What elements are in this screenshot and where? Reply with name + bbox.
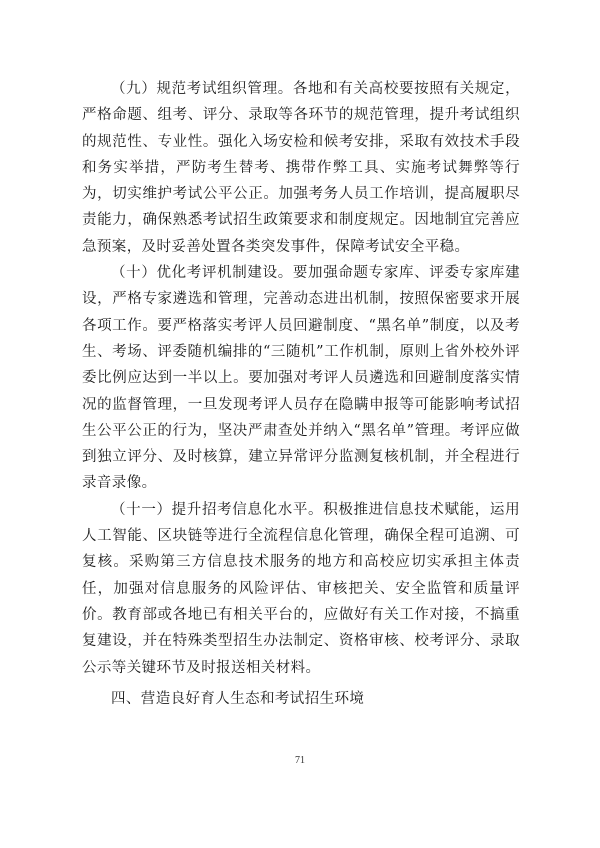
section-heading: 四、营造良好育人生态和考试招生环境	[111, 690, 365, 707]
paragraph-informatization: （十一）提升招考信息化水平。积极推进信息技术赋能，运用人工智能、区块链等进行全流程信息化管理，确保全程可追溯、可复核。采购第三方信息技术服务的地方和高校应切实承担主体责任，加强对信息服务的风险评估、审核把关、安全监管和质量评价。教育部或各地已有相关平台的，应做好有关工作对接，不搞重复建设，并在特殊类型招生办法制定、资格审核、校考评分、录取公示等关键环节及时报送相关材料。	[82, 501, 520, 676]
document-body	[82, 76, 520, 712]
paragraph-exam-organization: （九）规范考试组织管理。各地和有关高校要按照有关规定，严格命题、组考、评分、录取等各环节的规范管理，提升考试组织的规范性、专业性。强化入场安检和候考安排，采取有效技术手段和务实举措，严防考生替考、携带作弊工具、实施考试舞弊等行为，切实维护考试公平公正。加强考务人员工作培训，提高履职尽责能力，确保熟悉考试招生政策要求和制度规定。因地制宜完善应急预案，及时妥善处置各类突发事件，保障考试安全平稳。	[82, 81, 520, 255]
page-number: 71	[295, 755, 305, 766]
paragraph-evaluation-mechanism: （十）优化考评机制建设。要加强命题专家库、评委专家库建设，严格专家遴选和管理，完善动态进出机制，按照保密要求开展各项工作。要严格落实考评人员回避制度、“黑名单”制度，以及考生、考场、评委随机编排的“三随机”工作机制，原则上省外校外评委比例应达到一半以上。要加强对考评人员遴选和回避制度落实情况的监督管理，一旦发现考评人员存在隐瞒申报等可能影响考试招生公平公正的行为，坚决严肃查处并纳入“黑名单”管理。考评应做到独立评分、及时核算，建立异常评分监测复核机制，并全程进行录音录像。	[82, 265, 520, 492]
